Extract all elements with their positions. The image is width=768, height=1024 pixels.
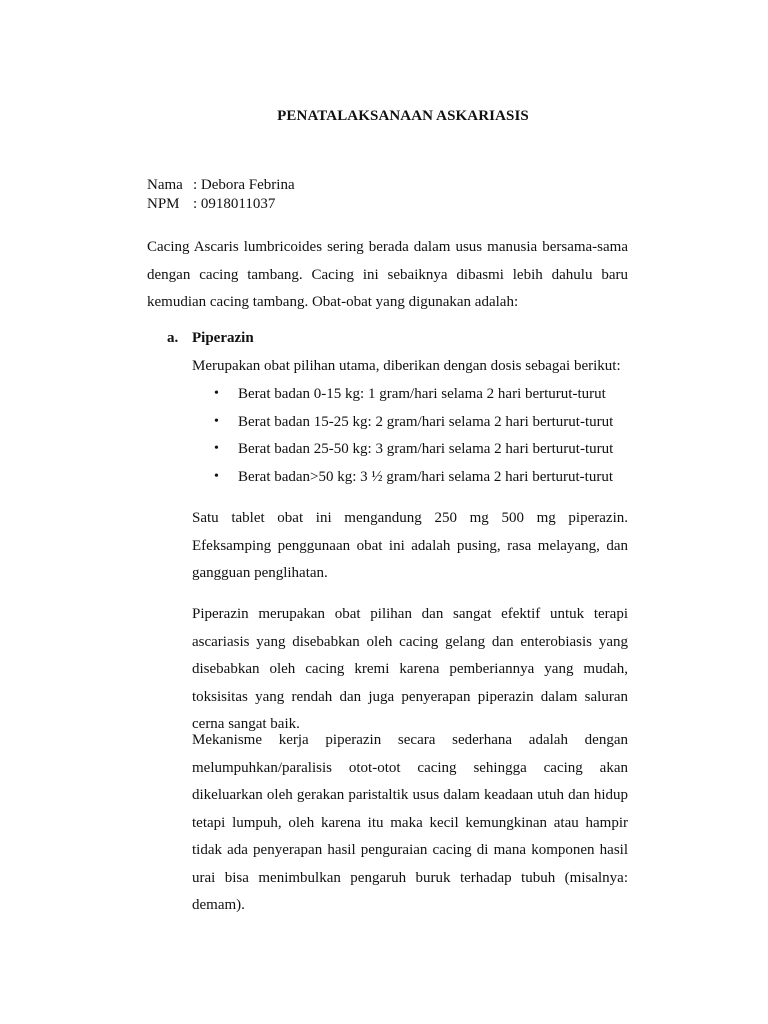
bullet-icon: •	[214, 386, 219, 401]
section-marker: a.	[167, 330, 179, 346]
name-label: Nama	[147, 177, 183, 193]
list-item-text: Berat badan 25-50 kg: 3 gram/hari selama 2 hari berturut-turut	[238, 441, 614, 457]
npm-value: : 0918011037	[193, 196, 276, 212]
list-item-text: Berat badan>50 kg: 3 ½ gram/hari selama 2 hari berturut-turut	[238, 468, 614, 485]
identity-npm-row	[147, 195, 295, 214]
document-title: PENATALAKSANAAN ASKARIASIS	[277, 108, 529, 124]
name-value: : Debora Febrina	[193, 177, 295, 193]
dosage-list	[214, 384, 613, 494]
intro-paragraph: Cacing Ascaris lumbricoides sering berada dalam usus manusia bersama-sama dengan cacing tambang. Cacing ini sebaiknya dibasmi lebih dahulu baru kemudian cacing tambang. Obat-obat yang digunakan adalah:	[147, 239, 628, 310]
list-item	[214, 412, 613, 440]
identity-block	[147, 176, 295, 214]
list-item-text: Berat badan 0-15 kg: 1 gram/hari selama 2 hari berturut-turut	[238, 386, 606, 402]
list-item	[214, 439, 613, 467]
section-heading	[167, 330, 254, 347]
paragraph-mechanism: Mekanisme kerja piperazin secara sederhana adalah dengan melumpuhkan/paralisis otot-otot cacing sehingga cacing akan dikeluarkan oleh gerakan paristaltik usus dalam keadaan utuh dan hidup tetapi lumpuh, oleh karena itu maka kecil kemungkinan atau hampir tidak ada penyerapan hasil penguraian cacing di mana komponen hasil urai bisa menimbulkan pengaruh buruk terhadap tubuh (misalnya: demam).	[192, 732, 628, 913]
list-item	[214, 384, 613, 412]
list-item-text: Berat badan 15-25 kg: 2 gram/hari selama 2 hari berturut-turut	[238, 413, 614, 430]
bullet-icon: •	[214, 468, 219, 484]
identity-name-row	[147, 176, 295, 195]
list-item	[214, 467, 613, 495]
bullet-icon: •	[214, 413, 219, 429]
paragraph-effectiveness: Piperazin merupakan obat pilihan dan sangat efektif untuk terapi ascariasis yang disebabkan oleh cacing gelang dan enterobiasis yang disebabkan oleh cacing kremi karena pemberiannya yang mudah, toksisitas yang rendah dan juga penyerapan piperazin dalam saluran cerna sangat baik.	[192, 606, 628, 732]
npm-label: NPM	[147, 196, 180, 212]
section-heading-text: Piperazin	[192, 330, 254, 346]
section-lead: Merupakan obat pilihan utama, diberikan dengan dosis sebagai berikut:	[192, 358, 621, 374]
bullet-icon: •	[214, 441, 219, 456]
paragraph-tablet-content: Satu tablet obat ini mengandung 250 mg 500 mg piperazin. Efeksamping penggunaan obat ini adalah pusing, rasa melayang, dan gangguan penglihatan.	[192, 510, 628, 581]
